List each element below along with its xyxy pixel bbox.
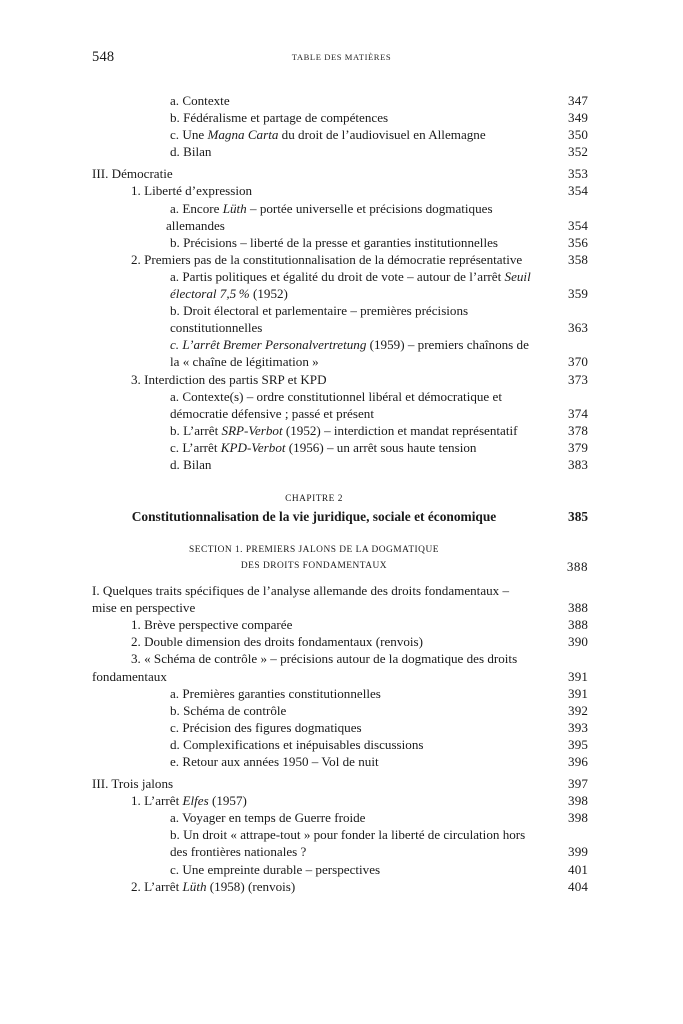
toc-list-lower xyxy=(92,582,588,895)
toc-entry-page-number: 378 xyxy=(568,422,588,438)
toc-entry[interactable] xyxy=(92,753,588,770)
toc-entry-title: d. Bilan xyxy=(170,456,212,472)
section-spacer xyxy=(92,574,588,582)
toc-entry-title: a. Partis politiques et égalité du droit de vote – autour de l’arrêt Seuil électoral 7,5 % (1952) xyxy=(170,268,531,302)
toc-entry-title: c. Précision des figures dogmatiques xyxy=(170,719,362,735)
section-title-line-2: DES DROITS FONDAMENTAUX xyxy=(240,560,388,571)
toc-entry[interactable] xyxy=(92,336,588,370)
toc-group xyxy=(92,165,588,473)
toc-entry-title: a. Voyager en temps de Guerre froide xyxy=(170,810,366,826)
toc-entry-title: c. L’arrêt Bremer Personalvertretung (1959) – premiers chaînons de la « chaîne de légitimation » xyxy=(170,337,529,370)
toc-entry-title: b. L’arrêt SRP-Verbot (1952) – interdiction et mandat représentatif xyxy=(170,422,518,438)
toc-entry-page-number: 398 xyxy=(568,793,588,809)
toc-entry[interactable] xyxy=(92,633,588,650)
toc-entry[interactable] xyxy=(92,422,588,439)
toc-entry-page-number: 349 xyxy=(568,110,588,126)
toc-entry-title: 2. Premiers pas de la constitutionnalisation de la démocratie représentative xyxy=(131,251,523,267)
toc-entry[interactable] xyxy=(92,234,588,251)
toc-entry[interactable] xyxy=(92,143,588,160)
toc-entry-page-number: 359 xyxy=(568,286,588,302)
toc-entry-title: 1. Liberté d’expression xyxy=(131,183,253,199)
toc-entry-page-number: 374 xyxy=(568,405,588,421)
toc-entry[interactable] xyxy=(92,165,588,182)
toc-entry-page-number: 398 xyxy=(568,810,588,826)
toc-entry[interactable] xyxy=(92,371,588,388)
toc-entry[interactable] xyxy=(92,650,588,684)
toc-entry-title: d. Bilan xyxy=(170,144,212,160)
toc-entry-title: d. Complexifications et inépuisables discussions xyxy=(170,736,424,752)
toc-entry[interactable] xyxy=(92,719,588,736)
toc-entry[interactable] xyxy=(92,792,588,809)
toc-entry-page-number: 383 xyxy=(568,456,588,472)
section-page-number: 388 xyxy=(566,558,588,574)
toc-entry-title: 2. L’arrêt Lüth (1958) (renvois) xyxy=(131,878,296,894)
toc-entry[interactable] xyxy=(92,616,588,633)
toc-entry-title: c. Une Magna Carta du droit de l’audiovisuel en Allemagne xyxy=(170,127,486,143)
toc-entry-title: c. Une empreinte durable – perspectives xyxy=(170,861,381,877)
toc-entry-title: III. Trois jalons xyxy=(92,776,174,792)
toc-entry-title: 1. L’arrêt Elfes (1957) xyxy=(131,793,247,809)
toc-entry-page-number: 395 xyxy=(568,736,588,752)
toc-entry-title: 1. Brève perspective comparée xyxy=(131,617,293,633)
running-head-title: TABLE DES MATIÈRES xyxy=(291,52,392,62)
toc-entry-title: b. Fédéralisme et partage de compétences xyxy=(170,110,389,126)
toc-entry[interactable] xyxy=(92,456,588,473)
toc-entry-page-number: 393 xyxy=(568,719,588,735)
toc-entry-page-number: 347 xyxy=(568,93,588,108)
toc-entry[interactable] xyxy=(92,861,588,878)
toc-entry-page-number: 354 xyxy=(568,217,588,233)
toc-entry-page-number: 354 xyxy=(568,183,588,199)
toc-entry[interactable] xyxy=(92,92,588,109)
toc-entry-title: a. Contexte(s) – ordre constitutionnel libéral et démocratique et démocratie défensive ; passé et présent xyxy=(170,388,502,421)
toc-entry-page-number: 397 xyxy=(568,776,588,792)
section-title-line-1: SECTION 1. PREMIERS JALONS DE LA DOGMATIQUE xyxy=(189,545,439,556)
section-title-line-2-row xyxy=(92,559,588,575)
toc-entry-title: I. Quelques traits spécifiques de l’analyse allemande des droits fondamentaux – mise en perspective xyxy=(92,583,510,616)
section-heading-block[interactable] xyxy=(92,543,588,574)
toc-group xyxy=(92,92,588,160)
toc-entry-page-number: 391 xyxy=(568,685,588,701)
toc-entry-title: 3. « Schéma de contrôle » – précisions autour de la dogmatique des droits fondamentaux xyxy=(92,651,518,684)
toc-entry-page-number: 388 xyxy=(568,600,588,616)
toc-entry[interactable] xyxy=(92,388,588,422)
toc-entry[interactable] xyxy=(92,736,588,753)
toc-entry[interactable] xyxy=(92,878,588,895)
toc-entry-title: e. Retour aux années 1950 – Vol de nuit xyxy=(170,754,379,769)
chapter-title: Constitutionnalisation de la vie juridique, sociale et économique xyxy=(131,509,497,525)
chapter-page-number: 385 xyxy=(568,509,588,525)
running-head xyxy=(0,48,683,68)
toc-entry[interactable] xyxy=(92,685,588,702)
toc-list-upper xyxy=(92,92,588,473)
toc-entry[interactable] xyxy=(92,582,588,616)
toc-entry-title: b. Précisions – liberté de la presse et garanties institutionnelles xyxy=(170,234,498,250)
toc-entry-page-number: 350 xyxy=(568,127,588,143)
chapter-title-row[interactable] xyxy=(92,508,588,526)
toc-entry-page-number: 358 xyxy=(568,251,588,267)
toc-entry[interactable] xyxy=(92,200,588,234)
page-folio: 548 xyxy=(92,49,115,65)
toc-entry-title: 3. Interdiction des partis SRP et KPD xyxy=(131,371,327,387)
toc-entry-page-number: 356 xyxy=(568,234,588,250)
toc-entry-title: a. Encore Lüth – portée universelle et précisions dogmatiques allemandes xyxy=(166,200,493,233)
toc-group xyxy=(92,582,588,770)
toc-entry[interactable] xyxy=(92,439,588,456)
chapter-heading-block xyxy=(92,492,588,526)
toc-entry-page-number: 404 xyxy=(568,878,588,894)
toc-entry-page-number: 373 xyxy=(568,371,588,387)
toc-body xyxy=(92,92,588,895)
toc-entry-title: c. L’arrêt KPD-Verbot (1956) – un arrêt sous haute tension xyxy=(170,439,477,455)
toc-entry[interactable] xyxy=(92,302,588,336)
toc-entry[interactable] xyxy=(92,826,588,860)
toc-group xyxy=(92,775,588,895)
toc-entry-title: 2. Double dimension des droits fondamentaux (renvois) xyxy=(131,634,424,650)
toc-entry[interactable] xyxy=(92,182,588,199)
toc-entry[interactable] xyxy=(92,809,588,826)
toc-entry-title: III. Démocratie xyxy=(92,166,173,182)
toc-entry-page-number: 388 xyxy=(568,617,588,633)
toc-entry-title: a. Premières garanties constitutionnelles xyxy=(170,685,381,701)
chapter-kicker: CHAPITRE 2 xyxy=(285,494,343,505)
toc-entry[interactable] xyxy=(92,702,588,719)
toc-entry[interactable] xyxy=(92,109,588,126)
toc-entry[interactable] xyxy=(92,775,588,792)
toc-entry-title: a. Contexte xyxy=(170,93,230,108)
toc-entry[interactable] xyxy=(92,251,588,268)
toc-entry-title: b. Droit électoral et parlementaire – premières précisions constitutionnelles xyxy=(170,303,469,336)
toc-entry-title: b. Schéma de contrôle xyxy=(170,702,287,718)
toc-entry-title: b. Un droit « attrape-tout » pour fonder la liberté de circulation hors des frontières nationales ? xyxy=(170,827,526,860)
toc-entry-page-number: 396 xyxy=(568,754,588,769)
toc-entry-page-number: 352 xyxy=(568,144,588,160)
toc-entry-page-number: 370 xyxy=(568,354,588,370)
toc-entry[interactable] xyxy=(92,268,588,302)
toc-entry-page-number: 353 xyxy=(568,166,588,182)
toc-entry-page-number: 399 xyxy=(568,844,588,860)
toc-entry-page-number: 392 xyxy=(568,702,588,718)
toc-entry[interactable] xyxy=(92,126,588,143)
toc-entry-page-number: 363 xyxy=(568,320,588,336)
toc-entry-page-number: 390 xyxy=(568,634,588,650)
toc-entry-page-number: 379 xyxy=(568,439,588,455)
toc-entry-page-number: 391 xyxy=(568,668,588,684)
toc-entry-page-number: 401 xyxy=(568,861,588,877)
